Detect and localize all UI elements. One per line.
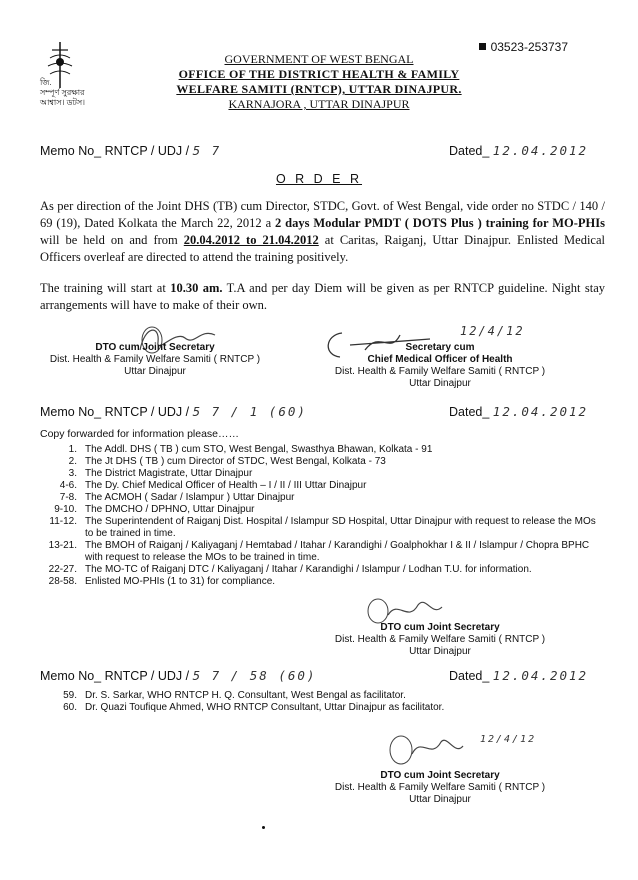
phone-square-icon	[479, 43, 486, 50]
list-number: 28-58.	[48, 576, 77, 587]
memo-number-3	[40, 668, 316, 683]
emblem-caption-line: আশ্বাস। ডটস।	[40, 98, 85, 107]
list-number: 22-27.	[48, 564, 77, 575]
dot-mark	[262, 826, 265, 829]
header-office: OFFICE OF THE DISTRICT HEALTH & FAMILY	[178, 67, 460, 81]
signature-scribble-icon	[385, 730, 485, 770]
dated-label: Dated_	[449, 669, 490, 683]
list-text: Dr. S. Sarkar, WHO RNTCP H. Q. Consultant, West Bengal as facilitator.	[85, 690, 406, 701]
distribution-list-2	[40, 690, 600, 714]
list-item	[40, 576, 600, 588]
signature-block-dto-2	[290, 622, 590, 658]
memo-date-2	[449, 404, 588, 419]
list-text: The Superintendent of Raiganj Dist. Hospital / Islampur SD Hospital, Uttar Dinajpur with request to release the MOs to be trained in time.	[85, 516, 596, 539]
header-govt: GOVERNMENT OF WEST BENGAL	[224, 52, 414, 66]
list-text: The BMOH of Raiganj / Kaliyaganj / Hemtabad / Itahar / Karandighi / Goalphokhar I & II / Islampur / Chopra BPHC with request to release the MOs to be trained in time.	[85, 540, 590, 563]
signature-block-dto	[40, 342, 270, 378]
header-samiti: WELFARE SAMITI (RNTCP), UTTAR DINAJPUR.	[176, 82, 462, 96]
handwritten-date: 12.04.2012	[492, 668, 589, 683]
handwritten-date: 12.04.2012	[492, 143, 589, 158]
handwritten-date: 12.04.2012	[492, 404, 589, 419]
list-item	[40, 690, 600, 702]
list-text: Dr. Quazi Toufique Ahmed, WHO RNTCP Consultant, Uttar Dinajpur as facilitator.	[85, 702, 445, 713]
training-dates: 20.04.2012 to 21.04.2012	[183, 233, 319, 247]
signatory-office: Dist. Health & Family Welfare Samiti ( RNTCP )	[334, 366, 546, 377]
signatory-location: Uttar Dinajpur	[124, 366, 186, 377]
memo-label: Memo No_ RNTCP / UDJ /	[40, 669, 190, 683]
list-item	[40, 516, 600, 540]
dated-label: Dated_	[449, 144, 490, 158]
list-item	[40, 444, 600, 456]
emblem-caption-line: সম্পূর্ণ সুরক্ষার	[40, 88, 85, 97]
list-number: 9-10.	[54, 504, 77, 515]
list-item	[40, 456, 600, 468]
list-text: The MO-TC of Raiganj DTC / Kaliyaganj / Itahar / Karandighi / Islampur / Lodhan T.U. for information.	[85, 564, 532, 575]
order-paragraph-1	[40, 198, 605, 266]
list-text: The Dy. Chief Medical Officer of Health – I / II / III Uttar Dinajpur	[85, 480, 367, 491]
list-item	[40, 702, 600, 714]
memo-label: Memo No_ RNTCP / UDJ /	[40, 144, 190, 158]
list-number: 3.	[68, 468, 77, 479]
list-text: The Jt DHS ( TB ) cum Director of STDC, West Bengal, Kolkata - 73	[85, 456, 386, 467]
memo-number-1	[40, 143, 221, 158]
memo-handwritten-number: 5 7 / 1 (60)	[192, 404, 307, 419]
list-number: 11-12.	[49, 516, 77, 527]
signatory-title: DTO cum Joint Secretary	[380, 770, 500, 781]
emblem-caption-line: জি.	[40, 78, 52, 87]
text: at Caritas, Raiganj, Uttar Dinajpur. Enlisted Medical Officers overleaf are directed to attend the training positively.	[40, 233, 605, 264]
signatory-location: Uttar Dinajpur	[409, 794, 471, 805]
list-item	[40, 540, 600, 564]
signatory-office: Dist. Health & Family Welfare Samiti ( RNTCP )	[49, 354, 261, 365]
order-paragraph-2	[40, 280, 605, 314]
memo-handwritten-number: 5 7	[192, 143, 222, 158]
list-text: The Addl. DHS ( TB ) cum STO, West Bengal, Swasthya Bhawan, Kolkata - 91	[85, 444, 433, 455]
list-item	[40, 492, 600, 504]
memo-date-3	[449, 668, 588, 683]
list-number: 1.	[68, 444, 77, 455]
list-text: The District Magistrate, Uttar Dinajpur	[85, 468, 253, 479]
signature-block-cmoh	[290, 342, 590, 390]
memo-number-2	[40, 404, 307, 419]
signatory-location: Uttar Dinajpur	[409, 646, 471, 657]
list-number: 2.	[68, 456, 77, 467]
list-number: 7-8.	[59, 492, 77, 503]
signatory-title: Chief Medical Officer of Health	[367, 354, 513, 365]
list-item	[40, 564, 600, 576]
memo-date-1	[449, 143, 588, 158]
list-number: 4-6.	[59, 480, 77, 491]
signatory-location: Uttar Dinajpur	[409, 378, 471, 389]
training-time: 10.30 am.	[170, 281, 223, 295]
memo-label: Memo No_ RNTCP / UDJ /	[40, 405, 190, 419]
list-item	[40, 468, 600, 480]
handwritten-sign-date: 12/4/12	[460, 324, 525, 338]
memo-handwritten-number: 5 7 / 58 (60)	[192, 668, 317, 683]
copy-forwarded-label: Copy forwarded for information please……	[40, 428, 240, 440]
list-number: 13-21.	[48, 540, 77, 551]
list-text: Enlisted MO-PHIs (1 to 31) for compliance.	[85, 576, 276, 587]
list-number: 60.	[63, 702, 77, 713]
text: will be held on and from	[40, 233, 184, 247]
signatory-office: Dist. Health & Family Welfare Samiti ( RNTCP )	[334, 634, 546, 645]
signatory-title: DTO cum Joint Secretary	[380, 622, 500, 633]
handwritten-sign-date: 12/4/12	[480, 734, 537, 745]
phone-text: 03523-253737	[490, 40, 568, 54]
signature-block-dto-3	[290, 770, 590, 806]
distribution-list	[40, 444, 600, 588]
order-title: O R D E R	[275, 172, 363, 186]
signatory-title: Secretary cum	[405, 342, 475, 353]
list-number: 59.	[63, 690, 77, 701]
list-text: The ACMOH ( Sadar / Islampur ) Uttar Dinajpur	[85, 492, 295, 503]
list-item	[40, 504, 600, 516]
dated-label: Dated_	[449, 405, 490, 419]
training-name: 2 days Modular PMDT ( DOTS Plus ) training for MO-PHIs	[275, 216, 605, 230]
list-item	[40, 480, 600, 492]
signatory-office: Dist. Health & Family Welfare Samiti ( RNTCP )	[334, 782, 546, 793]
text: T.A and per day Diem will be given as per RNTCP guideline. Night stay arrangements will have to make of their own.	[40, 281, 605, 312]
text: As per direction of the Joint DHS (TB) cum Director, STDC, Govt. of West Bengal, vide order no STDC / 140 / 69 (19), Dated Kolkata the March 22, 2012 a	[40, 199, 605, 230]
header-address: KARNAJORA , UTTAR DINAJPUR	[228, 97, 410, 111]
signatory-title: DTO cum Joint Secretary	[95, 342, 215, 353]
text: The training will start at	[40, 281, 171, 295]
list-text: The DMCHO / DPHNO, Uttar Dinajpur	[85, 504, 255, 515]
